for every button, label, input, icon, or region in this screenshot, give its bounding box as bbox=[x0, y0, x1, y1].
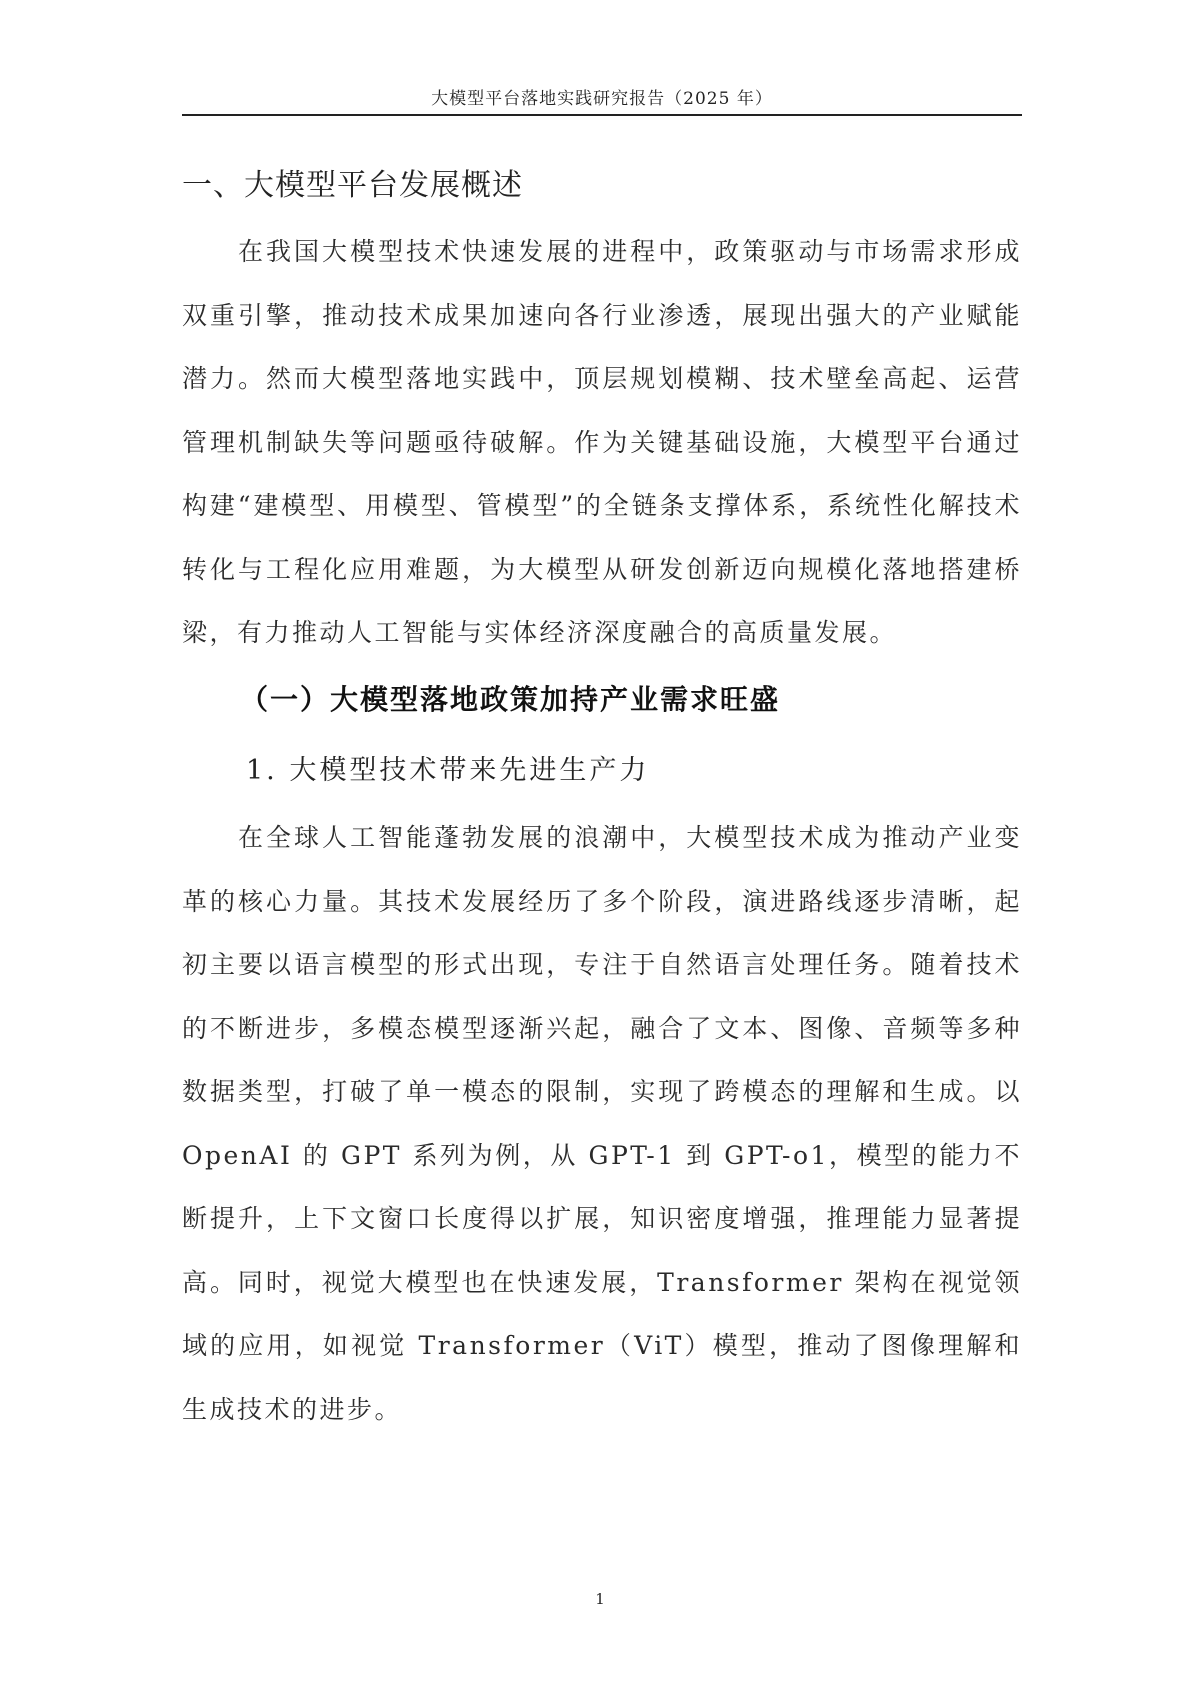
section-paragraph: 在我国大模型技术快速发展的进程中，政策驱动与市场需求形成双重引擎，推动技术成果加速向各行业渗透，展现出强大的产业赋能潜力。然而大模型落地实践中，顶层规划模糊、技术壁垒高起、运营管理机制缺失等问题亟待破解。作为关键基础设施，大模型平台通过构建“建模型、用模型、管模型”的全链条支撑体系，系统性化解技术转化与工程化应用难题，为大模型从研发创新迈向规模化落地搭建桥梁，有力推动人工智能与实体经济深度融合的高质量发展。 bbox=[182, 237, 1022, 647]
running-header: 大模型平台落地实践研究报告（2025 年） bbox=[431, 89, 773, 109]
subsubsection-paragraph: 在全球人工智能蓬勃发展的浪潮中，大模型技术成为推动产业变革的核心力量。其技术发展经历了多个阶段，演进路线逐步清晰，起初主要以语言模型的形式出现，专注于自然语言处理任务。随着技术的不断进步，多模态模型逐渐兴起，融合了文本、图像、音频等多种数据类型，打破了单一模态的限制，实现了跨模态的理解和生成。以 OpenAI 的 GPT 系列为例，从 GPT-1 到 GPT-o1，模型的能力不断提升，上下文窗口长度得以扩展，知识密度增强，推理能力显著提高。同时，视觉大模型也在快速发展，Transformer 架构在视觉领域的应用，如视觉 Transformer（ViT）模型，推动了图像理解和生成技术的进步。 bbox=[182, 823, 1022, 1424]
subsubsection-title: 1. 大模型技术带来先进生产力 bbox=[246, 755, 650, 786]
page-number: 1 bbox=[595, 1590, 605, 1608]
section-title: 一、大模型平台发展概述 bbox=[182, 168, 523, 203]
header-rule bbox=[182, 114, 1022, 116]
subsection-title: （一）大模型落地政策加持产业需求旺盛 bbox=[240, 683, 781, 716]
